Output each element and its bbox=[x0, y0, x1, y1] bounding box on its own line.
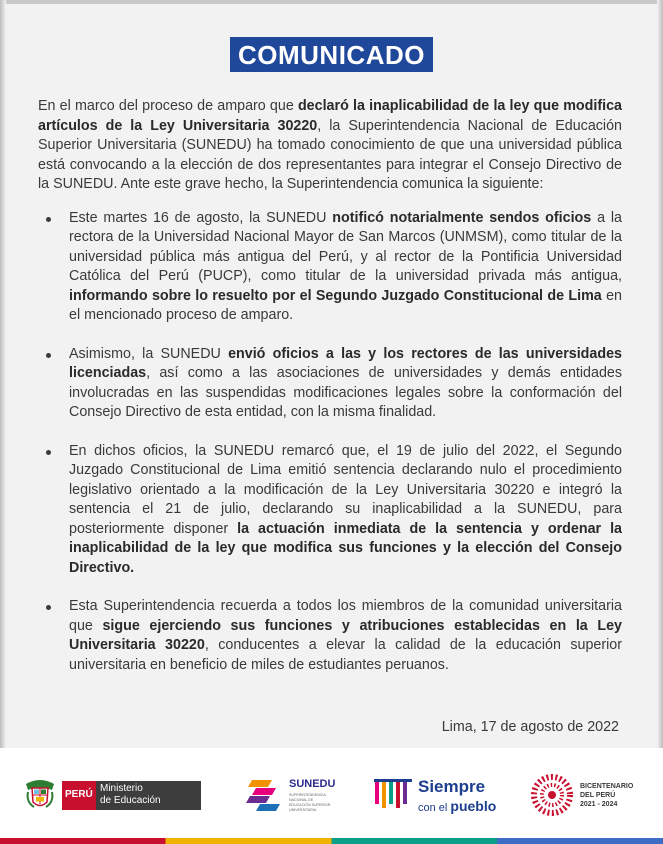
left-shadow-border bbox=[0, 0, 6, 748]
bicentenario-line-3: 2021 - 2024 bbox=[580, 801, 618, 808]
bullet-item bbox=[38, 209, 622, 326]
bullet-text: , así como a las asociaciones de universidades y demás entidades involucradas en las suspendidas modificaciones legales sobre la conformación del Consejo Directivo de esta entidad, con la misma finalidad. bbox=[69, 365, 622, 420]
ministry-line-1: Ministerio bbox=[100, 783, 143, 794]
intro-text-1: En el marco del proceso de amparo que bbox=[38, 98, 298, 114]
signature-date: Lima, 17 de agosto de 2022 bbox=[441, 719, 619, 735]
bullet-icon bbox=[46, 353, 51, 358]
sunedu-subtitle: SUPERINTENDENCIA NACIONAL DE EDUCACIÓN SUPERIOR UNIVERSITARIA bbox=[289, 793, 331, 812]
title-wrap bbox=[0, 37, 663, 72]
slogan-line-2a: con el bbox=[418, 802, 451, 814]
sunedu-logo-icon bbox=[246, 776, 286, 814]
bicentenario-label bbox=[580, 782, 633, 809]
bullet-text: , conducentes a elevar la calidad de la educación superior universitaria en beneficio de miles de estudiantes peruanos. bbox=[69, 637, 623, 673]
bullet-bold: la actuación inmediata de la sentencia y ordenar la inaplicabilidad de la ley que modifica sus funciones y la elección del Consejo Directivo. bbox=[69, 520, 622, 576]
bullet-icon bbox=[46, 217, 51, 222]
bullet-item bbox=[38, 442, 622, 579]
sunedu-label: SUNEDU bbox=[289, 778, 336, 790]
top-border bbox=[0, 0, 663, 4]
bullet-bold: notificó notarialmente sendos oficios bbox=[332, 209, 592, 226]
footer-logos bbox=[0, 748, 663, 844]
ministry-line-2: de Educación bbox=[100, 795, 161, 806]
bullet-bold: informando sobre lo resuelto por el Segundo Juzgado Constitucional de Lima bbox=[69, 287, 602, 304]
bullet-icon bbox=[46, 605, 51, 610]
siempre-con-el-pueblo-icon bbox=[372, 776, 416, 814]
statement-body bbox=[38, 97, 622, 694]
bullet-list bbox=[38, 209, 622, 676]
ministry-label bbox=[100, 783, 161, 807]
bicentenario-line-1: BICENTENARIO bbox=[580, 783, 634, 790]
intro-text-2: , la Superintendencia Nacional de Educación Superior Universitaria (SUNEDU) ha tomado conocimiento de que una universidad pública está convocando a la elección de dos representantes para integrar el Consejo Directivo de la SUNEDU. Ante este grave hecho, la Superintendencia comunica la siguiente: bbox=[38, 117, 622, 192]
bullet-text: Asimismo, la SUNEDU bbox=[69, 345, 229, 362]
bullet-item bbox=[38, 345, 622, 423]
bullet-text: Este martes 16 de agosto, la SUNEDU bbox=[69, 209, 333, 226]
intro-bold-1: declaró la inaplicabilidad de la ley que modifica artículos de la Ley Universitaria 30220 bbox=[38, 98, 622, 134]
bullet-text: a la rectora de la Universidad Nacional Mayor de San Marcos (UNMSM), como titular de la universidad pública más antigua del Perú, y al rector de la Pontificia Universidad Católica del Perú (PUCP), como titular de la universidad privada más antigua, bbox=[69, 209, 622, 284]
slogan-line-2b: pueblo bbox=[450, 798, 497, 814]
intro-paragraph bbox=[38, 97, 622, 195]
peru-label: PERÚ bbox=[65, 789, 93, 800]
bicentenario-logo-icon bbox=[530, 773, 574, 817]
bullet-item bbox=[38, 597, 622, 675]
bullet-text: en el mencionado proceso de amparo. bbox=[69, 287, 622, 323]
bullet-bold: envió oficios a las y los rectores de las universidades licenciadas bbox=[69, 345, 623, 381]
bicentenario-line-2: DEL PERÚ bbox=[580, 792, 616, 799]
bullet-text: Esta Superintendencia recuerda a todos los miembros de la comunidad universitaria que bbox=[69, 598, 622, 634]
bullet-text: En dichos oficios, la SUNEDU remarcó que, el 19 de julio del 2022, el Segundo Juzgado Constitucional de Lima emitió sentencia declarando nulo el procedimiento legislativo orientado a la modificación de la Ley Universitaria 30220 e integró la sentencia el 21 de julio, declarando su inaplicabilidad a la SUNEDU, para posteriormente disponer bbox=[69, 442, 622, 537]
footer-color-stripe bbox=[0, 838, 663, 844]
bullet-bold: sigue ejerciendo sus funciones y atribuciones establecidas en la Ley Universitaria 30220 bbox=[69, 617, 622, 653]
slogan-line-1: Siempre bbox=[418, 777, 486, 796]
right-shadow-border bbox=[657, 0, 663, 748]
slogan-line-2 bbox=[418, 798, 496, 814]
coat-of-arms-icon bbox=[22, 776, 58, 812]
page-title: COMUNICADO bbox=[230, 37, 433, 72]
bullet-icon bbox=[46, 450, 51, 455]
